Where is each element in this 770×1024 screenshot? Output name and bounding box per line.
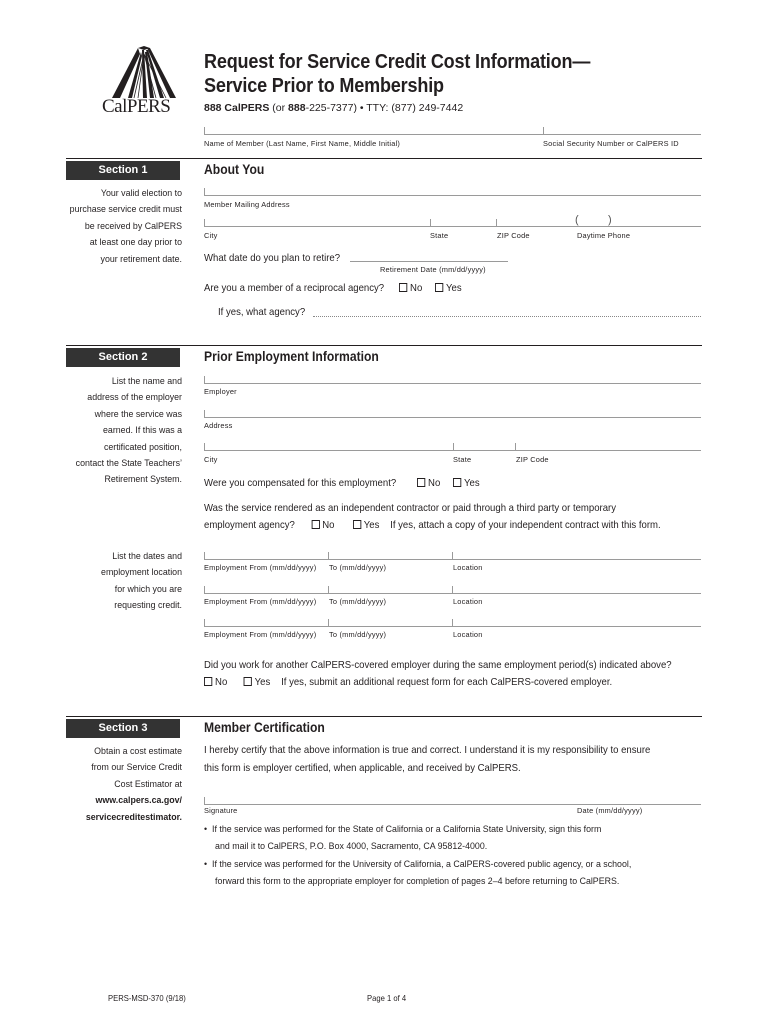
sidebar-line: your retirement date.	[100, 253, 182, 265]
employment-location-label: Location	[453, 563, 483, 572]
employer-address-field[interactable]	[204, 417, 701, 418]
compensated-yes-checkbox[interactable]	[453, 478, 461, 487]
form-id: PERS-MSD-370 (9/18)	[108, 993, 186, 1003]
another-no-checkbox[interactable]	[204, 677, 212, 686]
calpers-logo-icon	[98, 44, 188, 100]
phone-rest-2: -225-7377) • TTY: (877) 249-7442	[305, 102, 464, 114]
daytime-phone-label: Daytime Phone	[577, 231, 631, 240]
field-tick	[204, 443, 205, 450]
bullet-line	[204, 839, 601, 856]
bullet2-text-1: If the service was performed for the University of California, a CalPERS-covered public agency, or a school,	[212, 859, 632, 870]
employment-location-label: Location	[453, 630, 483, 639]
agency-field[interactable]	[313, 316, 701, 317]
field-tick	[430, 219, 431, 226]
another-yes-checkbox[interactable]	[244, 677, 252, 686]
yes-label: Yes	[446, 283, 462, 294]
retire-question: What date do you plan to retire?	[204, 253, 341, 264]
section3-rule	[66, 716, 702, 717]
retirement-date-field[interactable]	[350, 261, 508, 262]
city-label: City	[204, 231, 218, 240]
employer-state-label: State	[453, 455, 472, 464]
section3-sidebar	[16, 744, 182, 826]
field-tick	[328, 619, 329, 626]
sidebar-line: employment location	[101, 567, 182, 579]
field-tick	[204, 586, 205, 593]
field-tick	[204, 188, 205, 195]
section1-rule	[66, 158, 702, 159]
another-note: If yes, submit an additional request form for each CalPERS-covered employer.	[281, 677, 613, 688]
reciprocal-question: Are you a member of a reciprocal agency?	[204, 283, 385, 294]
signature-date-label: Date (mm/dd/yyyy)	[577, 806, 643, 815]
reciprocal-no-checkbox[interactable]	[399, 283, 407, 292]
sidebar-line: for which you are	[114, 583, 182, 595]
sidebar-line: Retirement System.	[104, 474, 182, 486]
another-employer-answer	[204, 677, 612, 688]
signature-label: Signature	[204, 806, 238, 815]
no-label: No	[410, 283, 423, 294]
page-title-line1: Request for Service Credit Cost Information—	[204, 50, 591, 73]
sidebar-line: Cost Estimator at	[114, 778, 182, 790]
phone-bold-2: 888	[288, 102, 306, 114]
yes-label: Yes	[254, 677, 271, 688]
field-tick	[204, 619, 205, 626]
employer-label: Employer	[204, 387, 237, 396]
section2-sidebar-b	[16, 549, 182, 615]
sidebar-line: List the name and	[111, 376, 182, 387]
field-tick	[328, 586, 329, 593]
section2-sidebar-a	[16, 374, 182, 489]
employment-row-1[interactable]	[204, 559, 701, 560]
sidebar-link-line	[16, 793, 182, 809]
reciprocal-yes-checkbox[interactable]	[435, 283, 443, 292]
sidebar-line: certificated position,	[103, 441, 182, 453]
compensated-question: Were you compensated for this employment?	[204, 478, 397, 489]
employer-city-state-zip-field[interactable]	[204, 450, 701, 451]
sidebar-line: requesting credit.	[114, 600, 182, 612]
field-tick	[204, 219, 205, 226]
phone-line	[204, 102, 463, 114]
bullet-line	[204, 822, 601, 839]
section2-title: Prior Employment Information	[204, 349, 379, 364]
logo-text: CalPERS	[102, 96, 171, 117]
compensated-no	[417, 478, 440, 489]
city-state-zip-phone-field[interactable]	[204, 226, 701, 227]
field-tick	[453, 443, 454, 450]
section1-title: About You	[204, 162, 265, 177]
agency-question: If yes, what agency?	[218, 307, 306, 318]
compensated-yes	[453, 478, 480, 489]
field-tick	[328, 552, 329, 559]
phone-bold-1: 888 CalPERS	[204, 102, 270, 114]
bullet2-text-2: forward this form to the appropriate employer for completion of pages 2–4 before returning to CalPERS.	[215, 875, 620, 887]
section2-badge: Section 2	[66, 348, 180, 367]
contractor-no-checkbox[interactable]	[311, 520, 319, 529]
reciprocal-no	[399, 283, 422, 294]
retirement-date-label: Retirement Date (mm/dd/yyyy)	[380, 265, 486, 274]
field-tick	[515, 443, 516, 450]
signature-field[interactable]	[204, 804, 701, 805]
calpers-logo	[98, 44, 188, 122]
another-employer-question: Did you work for another CalPERS-covered employer during the same employment period(s) indicated above?	[204, 660, 672, 671]
employment-row-2[interactable]	[204, 593, 701, 594]
state-label: State	[430, 231, 449, 240]
field-tick	[496, 219, 497, 226]
contractor-question-line1: Was the service rendered as an independent contractor or paid through a third party or temporary	[204, 503, 616, 514]
sidebar-line: Your valid election to	[100, 188, 182, 199]
field-tick	[204, 410, 205, 417]
section1-badge: Section 1	[66, 161, 180, 180]
instruction-bullet-2	[204, 857, 631, 890]
employment-from-label: Employment From (mm/dd/yyyy)	[204, 597, 317, 606]
yes-label: Yes	[464, 478, 480, 489]
sidebar-line: Obtain a cost estimate	[94, 746, 182, 757]
section1-sidebar	[16, 186, 182, 268]
employment-location-label: Location	[453, 597, 483, 606]
estimator-link[interactable]: www.calpers.ca.gov/	[95, 795, 182, 807]
no-label: No	[322, 520, 335, 531]
sidebar-line: List the dates and	[112, 551, 182, 562]
sidebar-line: where the service was	[94, 408, 182, 420]
compensated-no-checkbox[interactable]	[417, 478, 425, 487]
mailing-address-label: Member Mailing Address	[204, 200, 290, 209]
sidebar-line: contact the State Teachers’	[75, 458, 182, 470]
contractor-question-text: employment agency?	[204, 520, 295, 531]
employer-field[interactable]	[204, 383, 701, 384]
phone-rest-1: (or	[269, 102, 289, 114]
ssn-label: Social Security Number or CalPERS ID	[543, 139, 679, 148]
section2-rule	[66, 345, 702, 346]
no-label: No	[428, 478, 441, 489]
bullet-line	[204, 857, 631, 874]
employment-to-label: To (mm/dd/yyyy)	[329, 630, 387, 639]
bullet1-text-2: and mail it to CalPERS, P.O. Box 4000, Sacramento, CA 95812-4000.	[215, 840, 488, 852]
certify-line2: this form is employer certified, when applicable, and received by CalPERS.	[204, 763, 521, 774]
employer-zip-label: ZIP Code	[516, 455, 549, 464]
sidebar-link-line	[16, 810, 182, 826]
sidebar-line: from our Service Credit	[91, 762, 182, 774]
bullet-dot: •	[204, 859, 213, 870]
certify-line1: I hereby certify that the above information is true and correct. I understand it is my responsibility to ensure	[204, 745, 651, 756]
phone-area-close: )	[608, 214, 612, 226]
field-tick	[452, 586, 453, 593]
zip-label: ZIP Code	[497, 231, 530, 240]
sidebar-line: earned. If this was a	[103, 425, 182, 437]
field-tick	[452, 552, 453, 559]
bullet-line	[204, 874, 631, 891]
field-tick	[204, 552, 205, 559]
estimator-link[interactable]: servicecreditestimator.	[85, 811, 182, 823]
name-label: Name of Member (Last Name, First Name, Middle Initial)	[204, 139, 401, 148]
instruction-bullet-1	[204, 822, 601, 855]
bullet1-text-1: If the service was performed for the State of California or a California State University, sign this form	[212, 824, 602, 835]
contractor-yes-checkbox[interactable]	[353, 520, 361, 529]
phone-area-open: (	[575, 214, 579, 226]
no-label: No	[215, 677, 228, 688]
section3-badge: Section 3	[66, 719, 180, 738]
field-tick	[452, 619, 453, 626]
yes-label: Yes	[363, 520, 380, 531]
section3-title: Member Certification	[204, 720, 325, 735]
field-tick	[204, 797, 205, 804]
bullet-dot: •	[204, 824, 213, 835]
name-field[interactable]	[204, 134, 701, 135]
employment-to-label: To (mm/dd/yyyy)	[329, 563, 387, 572]
contractor-question-line2	[204, 520, 661, 531]
page-number: Page 1 of 4	[367, 993, 407, 1003]
field-tick	[204, 376, 205, 383]
employment-from-label: Employment From (mm/dd/yyyy)	[204, 630, 317, 639]
sidebar-line: be received by CalPERS	[84, 220, 182, 232]
employer-address-label: Address	[204, 421, 233, 430]
field-tick	[543, 127, 544, 134]
sidebar-line: at least one day prior to	[89, 237, 182, 249]
contractor-note: If yes, attach a copy of your independent contract with this form.	[390, 520, 661, 531]
reciprocal-yes	[435, 283, 462, 294]
field-tick	[204, 127, 205, 134]
mailing-address-field[interactable]	[204, 195, 701, 196]
employment-from-label: Employment From (mm/dd/yyyy)	[204, 563, 317, 572]
sidebar-line: address of the employer	[87, 392, 182, 404]
page-title-line2: Service Prior to Membership	[204, 74, 444, 97]
employer-city-label: City	[204, 455, 218, 464]
sidebar-line: purchase service credit must	[69, 204, 182, 216]
employment-row-3[interactable]	[204, 626, 701, 627]
employment-to-label: To (mm/dd/yyyy)	[329, 597, 387, 606]
